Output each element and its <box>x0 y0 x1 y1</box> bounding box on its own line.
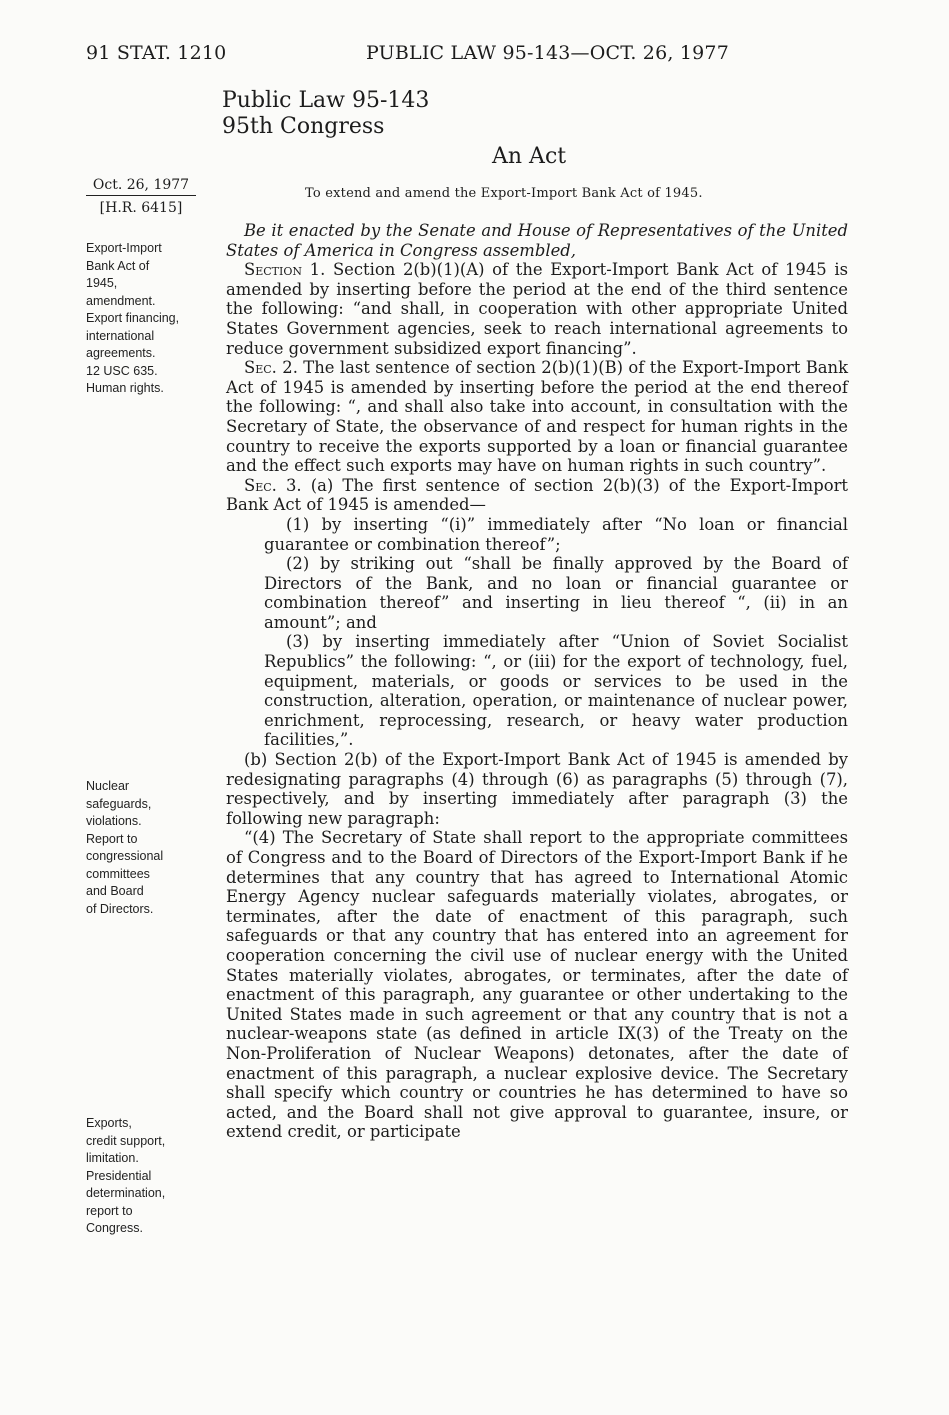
section-2 <box>226 358 848 476</box>
section-3b-paragraph-4: “(4) The Secretary of State shall report to the appropriate committees of Congress and to the Board of Directors of the Export-Import Bank if he determines that any country that has agreed to International Atomic Energy Agency nuclear safeguards materially violates, abrogates, or terminates, after the date of enactment of this paragraph, such safeguards or that any country that has entered into an agreement for cooperation concerning the civil use of nuclear energy with the United States materially violates, abrogates, or terminates, after the date of enactment of this paragraph, any guarantee or other undertaking to the United States made in such agreement or that any country that is not a nuclear-weapons state (as defined in article IX(3) of the Treaty on the Non-Proliferation of Nuclear Weapons) detonates, after the date of enactment of this paragraph, a nuclear explosive device. The Secretary shall specify which country or countries he has determined to have so acted, and the Board shall not give approval to guarantee, insure, or extend credit, or participate <box>226 828 848 1142</box>
section-1-label: Section 1. <box>244 260 326 280</box>
law-title-block <box>222 88 429 140</box>
section-3b: (b) Section 2(b) of the Export-Import Bank Act of 1945 is amended by redesignating paragraphs (4) through (6) as paragraphs (5) through (7), respectively, and by inserting immediately after paragraph (3) the following new paragraph: <box>226 750 848 828</box>
page-citation: 91 STAT. 1210 <box>86 42 227 64</box>
congress: 95th Congress <box>222 114 385 139</box>
section-3-label: Sec. <box>244 475 277 495</box>
section-2-text: 2. The last sentence of section 2(b)(1)(B) of the Export-Import Bank Act of 1945 is amended by inserting before the period at the end thereof the following: “, and shall also take into account, in consultation with the Secretary of State, the observance of and respect for human rights in the country to receive the exports supported by a loan or financial guarantee and the effect such exports may have on human rights in such country”. <box>226 358 848 476</box>
section-1 <box>226 260 848 358</box>
bill-number: [H.R. 6415] <box>99 200 183 216</box>
margin-date-block <box>86 177 196 216</box>
section-3a <box>226 476 848 515</box>
margin-note-3: Exports, credit support, limitation. Presidential determination, report to Congress. <box>86 1116 166 1235</box>
section-1-text: Section 2(b)(1)(A) of the Export-Import Bank Act of 1945 is amended by inserting before the period at the end of the third sentence the following: “and shall, in cooperation with other appropriate United States Government agencies, seek to reach international agreements to reduce government subsidized export financing”. <box>226 260 848 358</box>
law-number: Public Law 95-143 <box>222 88 430 113</box>
margin-note-2: Nuclear safeguards, violations. Report to congressional committees and Board of Directors. <box>86 779 164 916</box>
section-2-label: Sec. <box>244 358 277 378</box>
an-act-heading: An Act <box>492 144 567 169</box>
section-3a-text: 3. (a) The first sentence of section 2(b)(3) of the Export-Import Bank Act of 1945 is amended— <box>226 475 849 515</box>
margin-note-1: Export-Import Bank Act of 1945, amendment. Export financing, international agreements. 12 USC 635. Human rights. <box>86 241 180 395</box>
enactment-date: Oct. 26, 1977 <box>86 177 196 196</box>
purpose-line: To extend and amend the Export-Import Bank Act of 1945. <box>305 186 703 201</box>
list-item: (3) by inserting immediately after “Union of Soviet Socialist Republics” the following: “, or (iii) for the export of technology, fuel, equipment, materials, or goods or services to be used in the construction, alteration, operation, or maintenance of nuclear power, enrichment, reprocessing, research, or heavy water production facilities,”. <box>264 632 848 750</box>
list-item: (2) by striking out “shall be finally approved by the Board of Directors of the Bank, and no loan or financial guarantee or combination thereof” and inserting in lieu thereof “, (ii) in an amount”; and <box>264 554 848 632</box>
running-title: PUBLIC LAW 95-143—OCT. 26, 1977 <box>366 42 730 64</box>
enacting-clause: Be it enacted by the Senate and House of Representatives of the United States of America in Congress assembled, <box>226 221 848 260</box>
body-text <box>226 221 848 1142</box>
list-item: (1) by inserting “(i)” immediately after “No loan or financial guarantee or combination thereof”; <box>264 514 848 554</box>
